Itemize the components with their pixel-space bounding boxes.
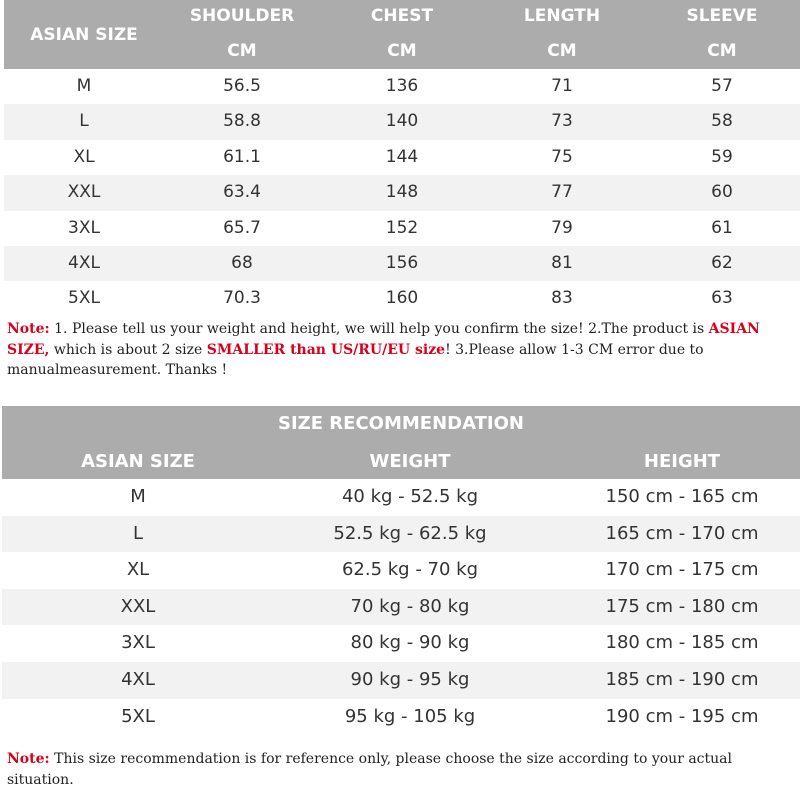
table-row	[4, 104, 800, 139]
table-row	[2, 589, 800, 626]
header-length-unit: CM	[547, 41, 577, 61]
table-row	[2, 479, 800, 516]
header-length-label: LENGTH	[523, 6, 601, 26]
length-cell: 81	[551, 252, 573, 273]
chest-cell: 144	[385, 146, 419, 167]
size-cell: M	[76, 76, 92, 96]
note-label: Note:	[7, 751, 50, 767]
shoulder-cell: 63.4	[223, 182, 261, 203]
table-row	[2, 699, 800, 736]
weight-cell: 70 kg - 80 kg	[350, 595, 470, 617]
header-chest-unit: CM	[387, 41, 417, 61]
note-label: Note:	[7, 321, 50, 337]
sleeve-cell: 63	[711, 288, 733, 309]
shoulder-cell: 70.3	[223, 288, 261, 309]
sleeve-cell: 61	[711, 217, 733, 238]
size-chart-table	[4, 0, 800, 317]
sleeve-cell: 62	[711, 252, 733, 273]
size-chart-header	[4, 0, 800, 69]
weight-cell: 62.5 kg - 70 kg	[341, 559, 479, 581]
height-cell: 185 cm - 190 cm	[605, 668, 759, 690]
table-row	[4, 69, 800, 104]
length-cell: 79	[551, 217, 573, 238]
height-cell: 180 cm - 185 cm	[605, 632, 759, 654]
note-text-2: which is about 2 size	[49, 341, 207, 358]
sleeve-cell: 59	[711, 146, 733, 167]
size-cell: 5XL	[68, 288, 100, 309]
note-asian-size: ASIAN SIZE,	[7, 321, 760, 358]
height-cell: 150 cm - 165 cm	[605, 486, 759, 507]
note-text-3: ! 3.Please allow 1-3 CM error due to manualmeasurement. Thanks !	[7, 341, 704, 378]
shoulder-cell: 68	[231, 252, 253, 273]
height-cell: 190 cm - 195 cm	[605, 705, 759, 727]
table-row	[4, 246, 800, 281]
chest-cell: 156	[385, 252, 419, 273]
size-cell: XXL	[120, 595, 156, 617]
header-shoulder-label: SHOULDER	[189, 6, 295, 26]
size-cell: 4XL	[121, 668, 155, 690]
length-cell: 71	[551, 76, 573, 96]
table-row	[2, 625, 800, 662]
note-text: This size recommendation is for reference only, please choose the size according to your actual situation.	[7, 751, 732, 788]
size-recommendation-table	[2, 406, 800, 735]
chest-cell: 140	[385, 111, 419, 132]
weight-cell: 40 kg - 52.5 kg	[341, 486, 479, 507]
header-shoulder	[162, 0, 322, 69]
size-cell: L	[79, 111, 89, 132]
table-row	[4, 211, 800, 246]
table-row	[2, 552, 800, 589]
table-row	[4, 140, 800, 175]
header-weight: WEIGHT	[369, 451, 451, 472]
table-row	[2, 516, 800, 553]
size-cell: 3XL	[121, 632, 155, 654]
header-sleeve	[642, 0, 800, 69]
size-cell: XXL	[67, 182, 101, 203]
header-chest	[322, 0, 482, 69]
chest-cell: 148	[385, 182, 419, 203]
sleeve-cell: 57	[711, 76, 733, 96]
size-cell: M	[130, 486, 146, 507]
length-cell: 83	[551, 288, 573, 309]
size-cell: 5XL	[121, 705, 155, 727]
header-length	[482, 0, 642, 69]
header-sleeve-unit: CM	[707, 41, 737, 61]
recommendation-title: SIZE RECOMMENDATION	[278, 413, 524, 434]
shoulder-cell: 58.8	[223, 111, 261, 132]
size-cell: 3XL	[68, 217, 100, 238]
size-cell: L	[132, 522, 144, 544]
shoulder-cell: 65.7	[223, 217, 261, 238]
height-cell: 170 cm - 175 cm	[605, 559, 759, 581]
table-row	[2, 662, 800, 699]
recommendation-header	[2, 406, 800, 479]
weight-cell: 90 kg - 95 kg	[350, 668, 470, 690]
length-cell: 77	[551, 182, 573, 203]
header-asian-size: ASIAN SIZE	[30, 24, 138, 45]
chest-cell: 152	[385, 217, 419, 238]
chest-cell: 160	[385, 288, 419, 309]
header-chest-label: CHEST	[370, 6, 434, 26]
header-asian-size: ASIAN SIZE	[81, 451, 195, 472]
size-note	[7, 319, 797, 381]
shoulder-cell: 61.1	[223, 146, 261, 167]
header-shoulder-unit: CM	[227, 41, 257, 61]
sleeve-cell: 60	[711, 182, 733, 203]
height-cell: 165 cm - 170 cm	[605, 522, 759, 544]
table-row	[4, 281, 800, 316]
header-sleeve-label: SLEEVE	[686, 6, 758, 26]
length-cell: 75	[551, 146, 573, 167]
weight-cell: 52.5 kg - 62.5 kg	[333, 522, 487, 544]
shoulder-cell: 56.5	[223, 76, 261, 96]
note-text-1: 1. Please tell us your weight and height, we will help you confirm the size! 2.The product is	[49, 321, 709, 337]
weight-cell: 80 kg - 90 kg	[350, 632, 470, 654]
sleeve-cell: 58	[711, 111, 733, 132]
size-cell: XL	[126, 559, 150, 581]
weight-cell: 95 kg - 105 kg	[344, 705, 476, 727]
recommendation-note	[7, 749, 797, 790]
chest-cell: 136	[385, 76, 419, 96]
length-cell: 73	[551, 111, 573, 132]
size-cell: 4XL	[68, 252, 100, 273]
table-row	[4, 175, 800, 210]
note-smaller: SMALLER than US/RU/EU size	[206, 341, 446, 358]
size-cell: XL	[73, 146, 95, 167]
height-cell: 175 cm - 180 cm	[605, 595, 759, 617]
header-height: HEIGHT	[643, 451, 721, 472]
